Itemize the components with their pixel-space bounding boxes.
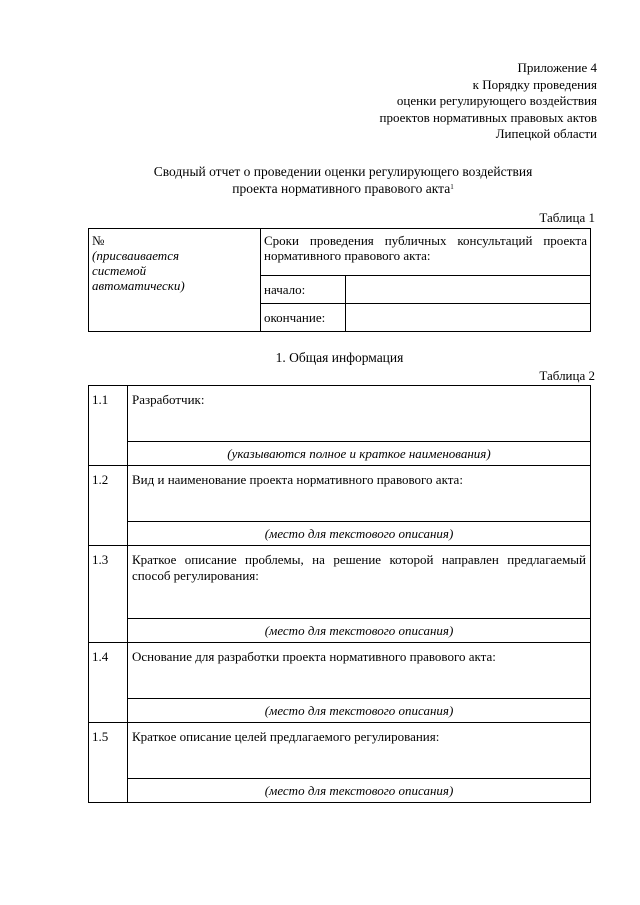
table2-label: Таблица 2	[539, 368, 595, 383]
title-footnote: 1	[450, 182, 454, 191]
row-number: 1.1	[89, 386, 128, 466]
row-number: 1.2	[89, 466, 128, 546]
annex-line: проектов нормативных правовых актов	[379, 109, 597, 125]
number-note: (присваивается системой автоматически)	[92, 248, 185, 293]
start-label: начало:	[261, 276, 346, 304]
number-cell	[89, 229, 261, 332]
row-question[interactable]: Краткое описание проблемы, на решение которой направлен предлагаемый способ регулирования:	[128, 546, 591, 619]
table2	[88, 385, 591, 803]
table1	[88, 228, 591, 332]
end-date-field[interactable]	[346, 304, 591, 332]
annex-header	[380, 60, 597, 143]
document-title	[0, 164, 640, 197]
title-line-2: проекта нормативного правового акта$^1$	[232, 180, 454, 196]
annex-line: Приложение 4	[517, 60, 597, 75]
table1-label: Таблица 1	[539, 210, 595, 225]
row-hint: (место для текстового описания)	[128, 699, 591, 723]
end-label: окончание:	[261, 304, 346, 332]
row-hint: (место для текстового описания)	[128, 522, 591, 546]
annex-line: Липецкой области	[495, 126, 597, 141]
annex-line: к Порядку проведения	[472, 76, 597, 92]
row-question[interactable]: Разработчик:	[128, 386, 591, 442]
annex-line: оценки регулирующего воздействия	[396, 93, 597, 108]
row-hint: (место для текстового описания)	[128, 619, 591, 643]
row-hint: (указываются полное и краткое наименования)	[128, 442, 591, 466]
start-date-field[interactable]	[346, 276, 591, 304]
section-title: 1. Общая информация	[275, 350, 404, 365]
row-hint: (место для текстового описания)	[128, 779, 591, 803]
consult-header: Сроки проведения публичных консультаций проекта нормативного правового акта:	[261, 229, 591, 276]
row-number: 1.3	[89, 546, 128, 643]
row-question[interactable]: Вид и наименование проекта нормативного правового акта:	[128, 466, 591, 522]
row-question[interactable]: Краткое описание целей предлагаемого регулирования:	[128, 723, 591, 779]
row-question[interactable]: Основание для разработки проекта нормативного правового акта:	[128, 643, 591, 699]
row-number: 1.5	[89, 723, 128, 803]
number-label: №	[92, 233, 105, 248]
row-number: 1.4	[89, 643, 128, 723]
title-line-1: Сводный отчет о проведении оценки регулирующего воздействия	[153, 164, 533, 179]
